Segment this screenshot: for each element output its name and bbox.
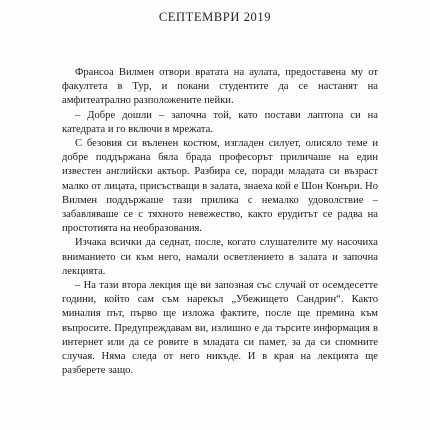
paragraph-2: – Добре дошли – започна той, като постави лаптопа си на катедрата и го включи в мрежата. <box>62 109 378 135</box>
paragraph-4: Изчака всички да седнат, после, когато слушателите му насочиха вниманието си към него, намали осветлението в залата и започна лекцията. <box>62 237 378 277</box>
paragraph-3: С безовия си въленен костюм, изгладен силует, олисяло теме и добре поддържана бяла брада професорът приличаше на един известен английски актьор. Разбира се, поради младата си възраст малко от лицата, присъстващи в залата, знаеха кой е Шон Конъри. Но Вилмен поддържаше тази прилика с немалко удоволствие – забавляваше се с тяхното невежество, както ерудитът се радва на простотията на необразования. <box>62 138 378 235</box>
running-header: СЕПТЕМВРИ 2019 <box>158 10 272 24</box>
paragraph-1: Франсоа Вилмен отвори вратата на аулата, предоставена му от факултета в Тур, и покани студентите да се настанят на амфитеатрално разположените пейки. <box>62 67 378 107</box>
body-text <box>62 66 378 378</box>
paragraph-5: – На тази втора лекция ще ви запозная със случай от осемдесетте години, който сам съм нарекъл „Убежището Сандрин“. Както миналия път, първо ще изложа фактите, после ще премина към въпросите. Предупреждавам ви, излишно е да търсите информация в интернет или да се ровите в младата си памет, за да си спомните случая. Няма следа от него никъде. И в края на лекцията ще разберете защо. <box>62 280 378 377</box>
